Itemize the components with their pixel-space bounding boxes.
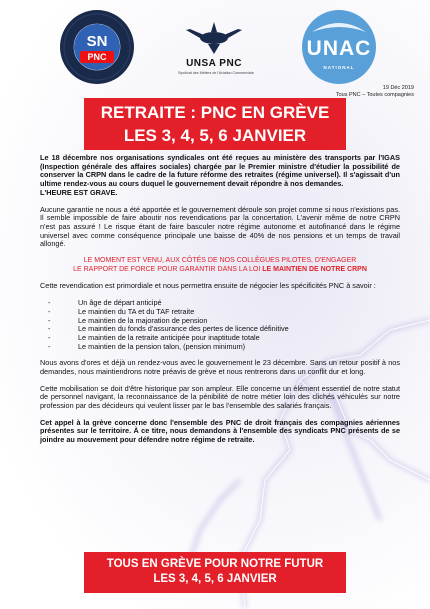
snpnc-inner-circle xyxy=(74,24,120,70)
intro-text: Le 18 décembre nos organisations syndicales ont été reçues au ministère des transports par l'IGAS (Inspection générale des affaires sociales) chargée par le Premier ministre d'étudier la possibilité de conserver la CRPN dans le cadre de la future réforme des retraites (régime universel). Il s'agissait d'un ultime rendez-vous au cours duquel le gouvernement devait répondre à nos demandes. xyxy=(40,153,400,189)
demands-list xyxy=(40,299,400,351)
list-item: - Un âge de départ anticipé xyxy=(48,298,162,308)
footer-line-1: TOUS EN GRÈVE POUR NOTRE FUTUR xyxy=(106,558,324,570)
list-item: - Le maintien du fonds d'assurance des pertes de licence définitive xyxy=(48,324,289,334)
snpnc-pnc-badge: PNC xyxy=(80,51,114,63)
unac-sub: NATIONAL xyxy=(323,65,355,70)
body-text xyxy=(40,154,400,453)
title-line-1: RETRAITE : PNC EN GRÈVE xyxy=(100,103,330,122)
list-item-text: Le maintien de la pension talon, (pension minimum) xyxy=(78,341,246,351)
snpnc-logo xyxy=(60,10,134,84)
paragraph-6: Cet appel à la grève concerne donc l'ensemble des PNC de droit français des compagnies aériennes présentes sur le territoire. À ce titre, nous demandons à l'ensemble des syndicats PNC présents de se joindre au mouvement pour défendre notre régime de retraite. xyxy=(40,417,400,445)
paragraph-5: Cette mobilisation se doit d'être historique par son ampleur. Elle concerne un élément essentiel de notre statut de personnel navigant, la reconnaissance de la pénibilité de notre métier loin des clichés véhiculés sur notre profession par des décideurs qui veulent lisser par le bas l'ensemble des salariés français. xyxy=(40,383,400,411)
unsa-pnc-logo xyxy=(178,20,254,84)
intro-paragraph xyxy=(40,154,400,198)
list-item: - Le maintien du TA et du TAF retraite xyxy=(48,306,195,316)
list-item: - Le maintien de la pension talon, (pension minimum) xyxy=(48,341,246,351)
date-block xyxy=(336,85,414,99)
paragraph-2: Aucune garantie ne nous a été apportée et le gouvernement déroule son projet comme si nous n'existions pas. Il semble impossible de faire aboutir nos revendications par la concertation. L'avenir même de notre CRPN n'est pas assuré ! Le risque étant de faire basculer notre régime autonome et autofinancé dans le régime universel avec comme conséquence principale une baisse de 40% de nos pensions et un temps de travail allongé. xyxy=(40,204,400,249)
call-to-action xyxy=(40,257,400,274)
footer-line-2: LES 3, 4, 5, 6 JANVIER xyxy=(153,573,277,585)
call-line-2-text: LE RAPPORT DE FORCE POUR GARANTIR DANS LA LOI xyxy=(73,265,263,273)
list-item-text: Le maintien du fonds d'assurance des pertes de licence définitive xyxy=(78,324,289,334)
logo-bar xyxy=(0,8,430,88)
paragraph-4: Nous avons d'ores et déjà un rendez-vous avec le gouvernement le 23 décembre. Sans un retour positif à nos demandes, nous maintiendrons notre préavis de grève et nous rentrerons dans un conflit dur et long. xyxy=(40,358,400,376)
call-line-2-bold: LE MAINTIEN DE NOTRE CRPN xyxy=(262,265,367,273)
airplane-icon xyxy=(178,20,250,58)
unsa-pnc-sub: Syndicat des Métiers de l'Aviation Commerciale xyxy=(178,71,254,75)
title-line-2: LES 3, 4, 5, 6 JANVIER xyxy=(123,126,307,145)
title-banner xyxy=(84,98,346,150)
intro-conclusion: L'HEURE EST GRAVE. xyxy=(40,187,118,197)
audience-line: Tous PNC – Toutes compagnies xyxy=(335,92,414,98)
list-item-text: Un âge de départ anticipé xyxy=(78,298,162,308)
call-line-2 xyxy=(40,266,400,275)
list-item: - Le maintien de la majoration de pension xyxy=(48,315,208,325)
footer-banner xyxy=(84,552,346,593)
unsa-pnc-label: UNSA PNC xyxy=(186,58,242,69)
unac-logo xyxy=(302,10,376,84)
list-item: - Le maintien de la retraite anticipée pour inaptitude totale xyxy=(48,332,260,342)
paragraph-3: Cette revendication est primordiale et nous permettra ensuite de négocier les spécificités PNC à savoir : xyxy=(40,281,376,291)
list-item-text: Le maintien de la majoration de pension xyxy=(78,315,208,325)
call-line-1: LE MOMENT EST VENU, AUX CÔTÉS DE NOS COLLÈGUES PILOTES, D'ENGAGER xyxy=(83,257,357,265)
unac-label: UNAC xyxy=(306,37,372,60)
list-item-text: Le maintien du TA et du TAF retraite xyxy=(78,306,195,316)
snpnc-sn-text: SN xyxy=(86,33,108,50)
list-item-text: Le maintien de la retraite anticipée pour inaptitude totale xyxy=(78,332,260,342)
date-line: 19 Déc 2019 xyxy=(382,85,414,91)
